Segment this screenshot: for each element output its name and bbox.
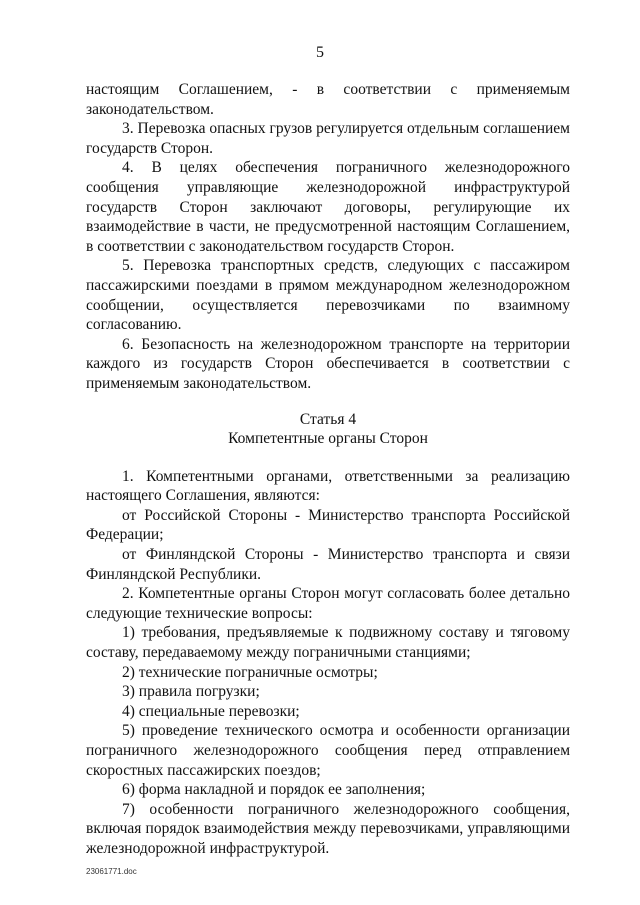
article-title: Компетентные органы Сторон [228, 430, 428, 448]
list-item-5: 5) проведение технического осмотра и особенности организации пограничного железнодорожного сообщения перед отправлением скоростных пассажирских поездов; [86, 722, 570, 779]
list-item-2: 2) технические пограничные осмотры; [122, 663, 378, 681]
paragraph-item-5: 5. Перевозка транспортных средств, следующих с пассажиром пассажирскими поездами в прямом международном железнодорожном сообщении, осуществляется перевозчиками по взаимному согласованию. [86, 257, 570, 334]
article-number: Статья 4 [299, 410, 357, 428]
paragraph-item-3: 3. Перевозка опасных грузов регулируется отдельным соглашением государств Сторон. [86, 120, 570, 157]
paragraph-finnish-side: от Финляндской Стороны - Министерство транспорта и связи Финляндской Республики. [86, 546, 570, 583]
list-item-6: 6) форма накладной и порядок ее заполнения; [122, 781, 426, 799]
paragraph-continuation: настоящим Соглашением, - в соответствии с применяемым законодательством. [86, 81, 570, 118]
page-number: 5 [316, 44, 324, 61]
paragraph-russian-side: от Российской Стороны - Министерство транспорта Российской Федерации; [86, 506, 570, 544]
document-body [86, 80, 570, 859]
paragraph-technical-questions: 2. Компетентные органы Сторон могут согласовать более детально следующие технические вопросы: [86, 585, 570, 622]
list-item-4: 4) специальные перевозки; [122, 702, 300, 720]
paragraph-item-6: 6. Безопасность на железнодорожном транспорте на территории каждого из государств Сторон обеспечивается в соответствии с применяемым законодательством. [86, 335, 570, 392]
footer-filename: 23061771.doc [86, 867, 137, 876]
list-item-1: 1) требования, предъявляемые к подвижному составу и тяговому составу, передаваемому между пограничными станциями; [86, 624, 570, 662]
article-heading [86, 410, 570, 449]
list-item-3: 3) правила погрузки; [122, 683, 260, 701]
list-item-7: 7) особенности пограничного железнодорожного сообщения, включая порядок взаимодействия между перевозчиками, управляющими железнодорожной инфраструктурой. [86, 800, 570, 857]
paragraph-competent-bodies: 1. Компетентными органами, ответственными за реализацию настоящего Соглашения, являются: [86, 467, 570, 505]
paragraph-item-4: 4. В целях обеспечения пограничного железнодорожного сообщения управляющие железнодорожной инфраструктурой государств Сторон заключают договоры, регулирующие их взаимодействие в части, не предусмотренной настоящим Соглашением, в соответствии с законодательством государств Сторон. [86, 159, 570, 255]
